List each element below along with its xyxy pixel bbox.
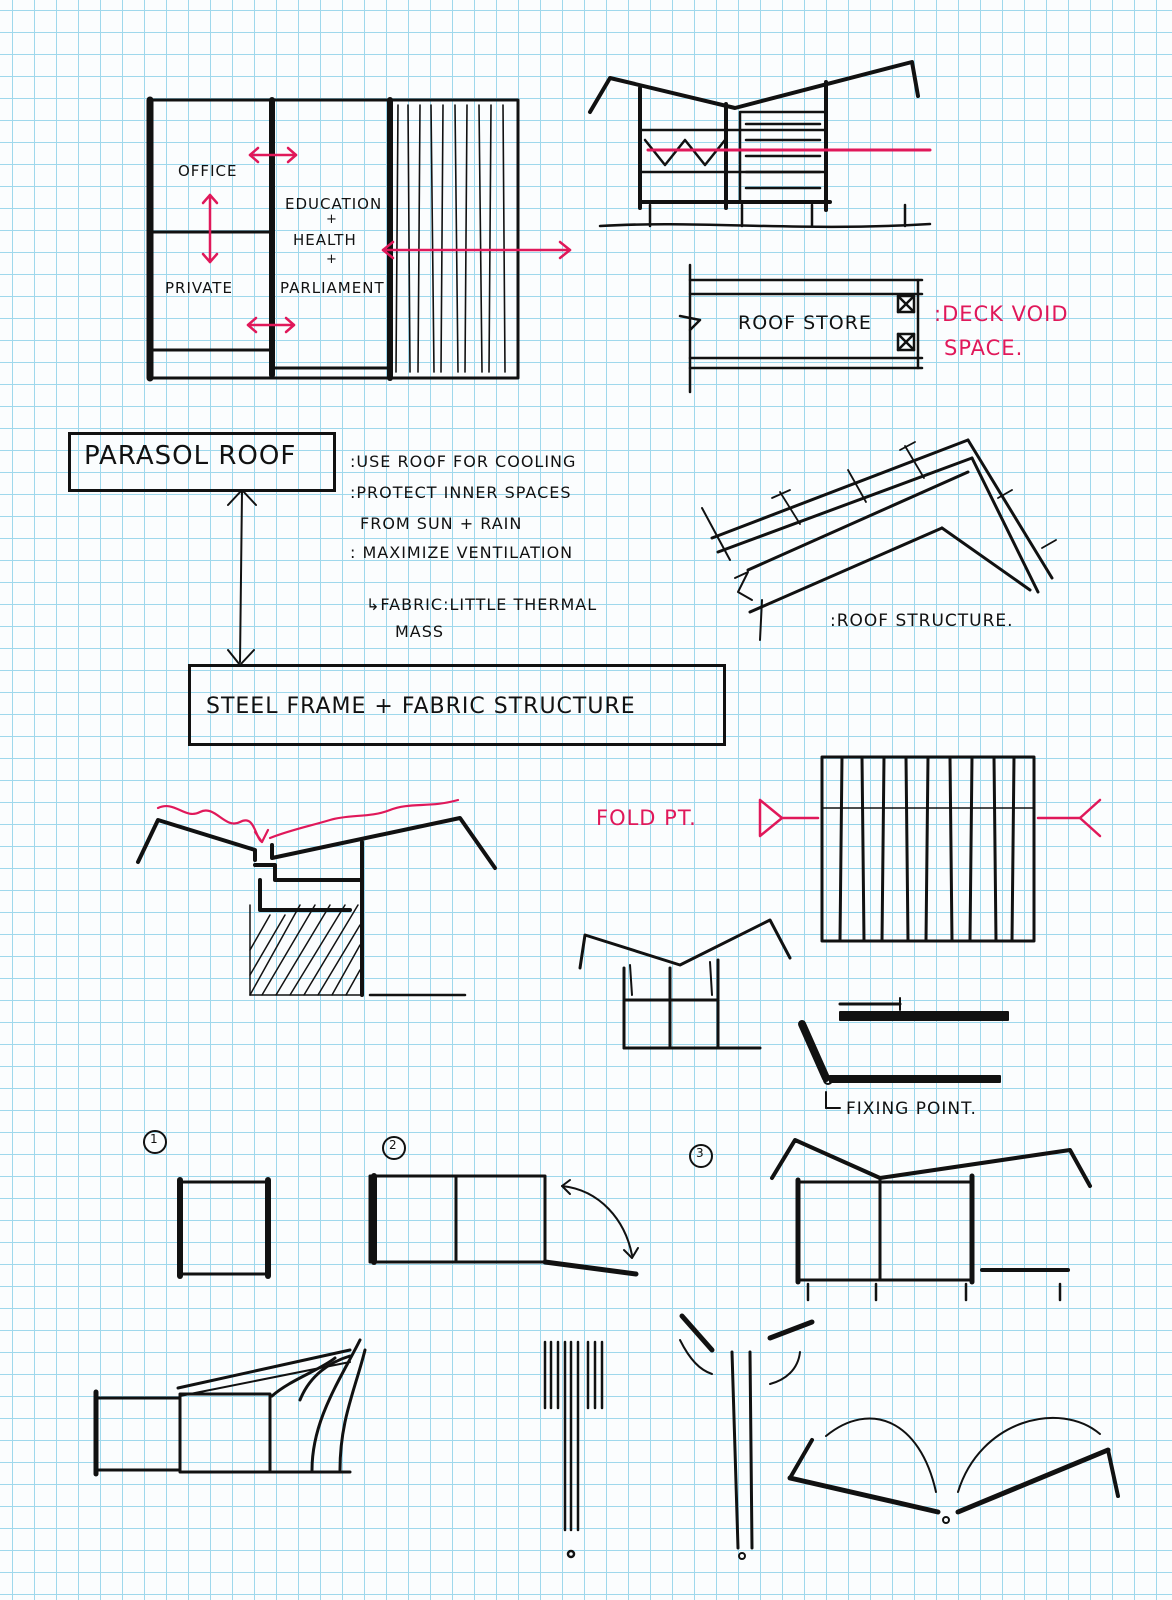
parliament-label: PARLIAMENT — [280, 279, 385, 297]
concept-note-1: :USE ROOF FOR COOLING — [350, 452, 577, 471]
parasol-section-sketch — [138, 800, 495, 995]
deck-void-label-1: :DECK VOID — [934, 302, 1069, 326]
fold-point-label: FOLD PT. — [596, 806, 697, 830]
step-3-number: 3 — [696, 1146, 704, 1160]
plus-label-2: + — [326, 252, 338, 267]
section-sketch — [590, 62, 930, 227]
plus-label-1: + — [326, 212, 338, 227]
deck-void-label-2: SPACE. — [944, 336, 1024, 360]
floor-plan-drawing — [150, 100, 570, 378]
roof-structure-label: :ROOF STRUCTURE. — [830, 611, 1014, 631]
concept-note-4: : MAXIMIZE VENTILATION — [350, 543, 574, 562]
steel-frame-title: STEEL FRAME + FABRIC STRUCTURE — [206, 694, 636, 719]
step-3-sketch — [690, 1140, 1090, 1300]
private-label: PRIVATE — [165, 279, 233, 297]
concept-note-5: ↳FABRIC:LITTLE THERMAL — [366, 595, 598, 614]
concept-note-3: FROM SUN + RAIN — [360, 514, 523, 533]
fixing-point-label: FIXING POINT. — [846, 1099, 977, 1119]
step-2-number: 2 — [389, 1138, 397, 1152]
panel-stack-sketch — [545, 1342, 602, 1557]
education-label: EDUCATION — [285, 195, 383, 213]
parasol-connector — [228, 490, 256, 665]
step-2-sketch — [370, 1137, 638, 1274]
step-1-number: 1 — [150, 1132, 158, 1146]
health-label: HEALTH — [293, 231, 357, 249]
v-roof-section-sketch — [580, 920, 790, 1048]
fixing-point-sketch — [802, 998, 1008, 1108]
roof-structure-sketch — [702, 440, 1056, 640]
step-1-sketch — [144, 1131, 268, 1276]
butterfly-fold-sketch — [790, 1418, 1118, 1523]
frame-open-sketch — [96, 1340, 365, 1474]
parasol-roof-title: PARASOL ROOF — [84, 441, 297, 471]
panel-rotate-sketch — [680, 1316, 812, 1559]
fold-panel-sketch — [760, 757, 1100, 941]
roof-store-label: ROOF STORE — [738, 312, 872, 334]
office-label: OFFICE — [178, 162, 238, 180]
concept-note-2: :PROTECT INNER SPACES — [350, 483, 572, 502]
concept-note-6: MASS — [395, 622, 445, 641]
